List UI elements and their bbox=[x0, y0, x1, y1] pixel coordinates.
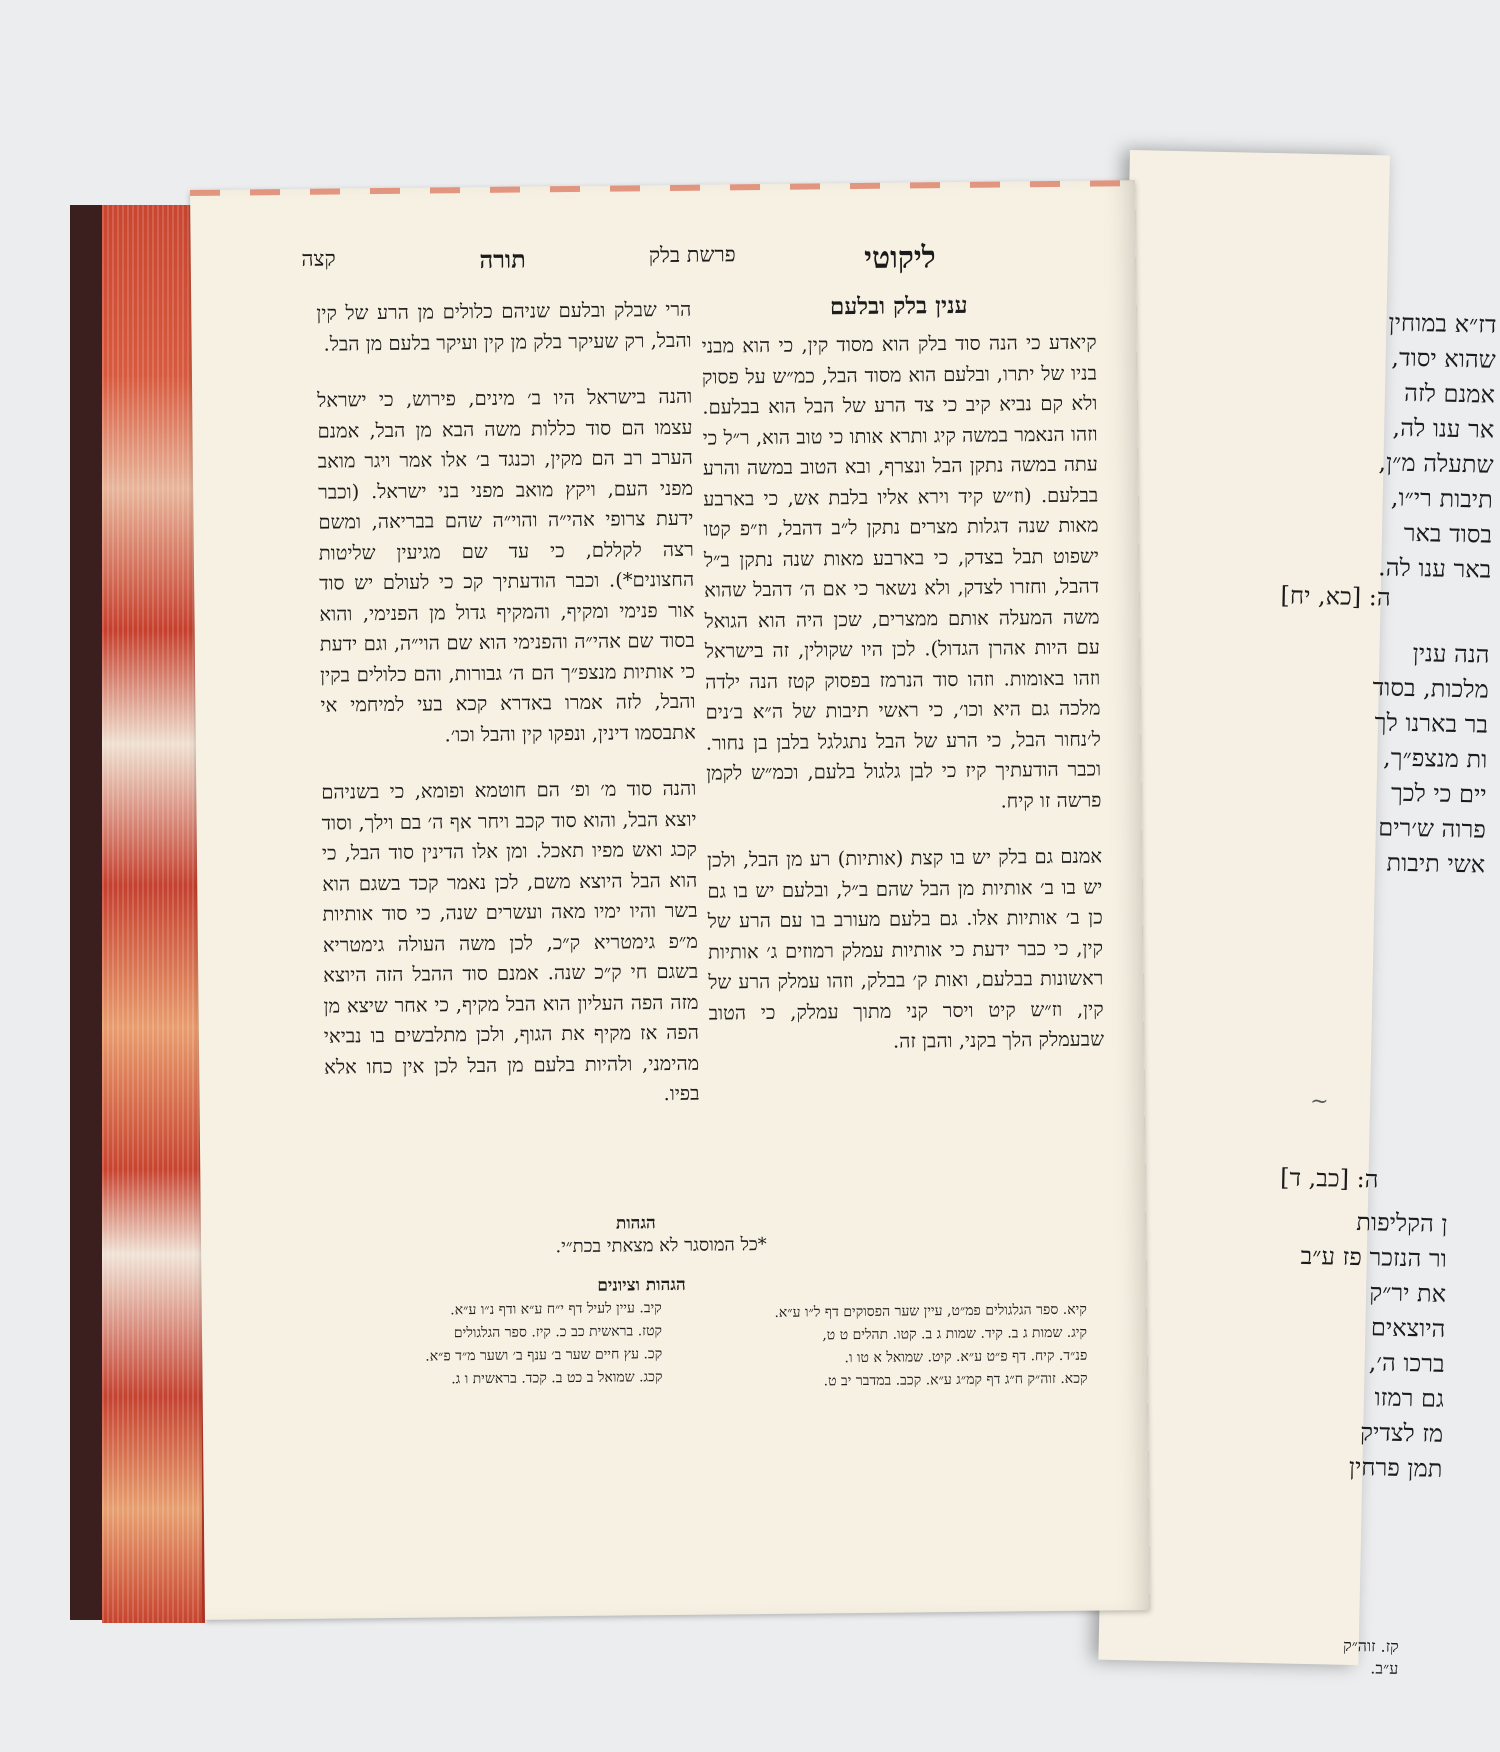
reference-line: קיג. שמות ג ב. קיד. שמות ג ב. קטו. תהלים ט ט, bbox=[822, 1324, 1088, 1344]
reference-line: קכג. שמואל ב כט ב. קכד. בראשית ו ג. bbox=[451, 1369, 663, 1388]
facing-line: ות מנצפ״ך, bbox=[1382, 743, 1488, 774]
facing-line: שתעלה מ״ן, bbox=[1378, 448, 1494, 479]
facing-footnote-line: קז. זוה״ק bbox=[1342, 1635, 1399, 1656]
paragraph: אמנם גם בלק יש בו קצת (אותיות) רע מן הבל, ולכן יש בו ב׳ אותיות מן הבל שהם ב״ל, ובלעם יש בו גם כן ב׳ אותיות אלו. גם בלעם מעורב בו עם הרע של קין, כי כבר ידעת כי אותיות עמלק רמוזים ג׳ אותיות ראשונות בבלעם, ואות ק׳ בבלק, וזהו עמלק הרע של קין, וז״ש קיט ויסר קני מתוך עמלק, כי הטוב שבעמלק הלך בקני, והבן זה. bbox=[706, 844, 1105, 1053]
facing-line: דז״א במוחין bbox=[1388, 308, 1497, 339]
facing-line: באר ענו לה. bbox=[1377, 553, 1492, 584]
running-head-title: ליקוטי bbox=[863, 240, 936, 276]
facing-line: בסוד באר bbox=[1403, 518, 1493, 549]
facing-line: אר ענו לה, bbox=[1392, 413, 1495, 444]
facing-page-text-top bbox=[1221, 302, 1497, 588]
paragraph: והנה סוד מ׳ ופ׳ הם חוטמא ופומא, כי בשניהם יוצא הבל, והוא סוד קכב ויחר אף ה׳ בם וילך, וסוד קכג ואש מפיו תאכל. ומן אלו הדינין סוד הבל, כי הוא הבל היוצא משם, לכן נאמר קכד בשגם הוא בשר והיו ימיו מאה ועשרים שנה, כי סוד אותיות מ״פ גימטריא ק״כ, לכן משה העולה גימטריא בשגם חי ק״כ שנה. אמנם סוד ההבל הזה היוצא מזה הפה העליון הוא הבל מקיף, כי אחר שיצא מן הפה אז מקיף את הגוף, ולכן מתלבשים בו נביאי מהימני, ולהיות בלעם מן הבל לכן אין כחו אלא בפיו. bbox=[321, 776, 700, 1106]
facing-line: בר בארנו לך bbox=[1374, 708, 1489, 739]
facing-line: גם רמזו bbox=[1374, 1383, 1445, 1413]
running-head-parsha: פרשת בלק bbox=[648, 242, 736, 268]
ornament: ~ bbox=[1309, 1088, 1329, 1115]
facing-heading: ה: [כב, ד] bbox=[1279, 1163, 1379, 1194]
facing-line: פרוה ש׳רים bbox=[1378, 813, 1487, 844]
reference-line: קיא. ספר הגלגולים פמ״ט, עיין שער הפסוקים דף ל״ו ע״א. bbox=[774, 1301, 1087, 1321]
reference-line: קיב. עיין לעיל דף י״ח ע״א ודף נ״ו ע״א. bbox=[450, 1300, 662, 1319]
paragraph: הרי שבלק ובלעם שניהם כלולים מן הרע של קין והבל, רק שעיקר בלק מן קין ועיקר בלעם מן הבל. bbox=[316, 297, 692, 356]
facing-line: ברכו ה׳, bbox=[1368, 1348, 1445, 1378]
text-column-right bbox=[701, 291, 1104, 1086]
notes-text: *כל המוסגר לא מצאתי בכת״י. bbox=[555, 1234, 767, 1258]
facing-line: אמנם לזה bbox=[1403, 378, 1496, 409]
facing-line: תיבות רי״ו, bbox=[1390, 483, 1494, 514]
page-edges bbox=[102, 205, 205, 1623]
facing-line: מז לצדיק bbox=[1359, 1418, 1444, 1448]
facing-line: ור הנזכר פז ע״ב bbox=[1300, 1241, 1448, 1273]
facing-line: מלכות, בסוד bbox=[1372, 673, 1490, 704]
facing-line: יים כי לכך bbox=[1390, 778, 1487, 809]
facing-footnote bbox=[1198, 1632, 1399, 1680]
references-right bbox=[662, 1299, 1088, 1395]
facing-page-text-mid bbox=[1215, 632, 1490, 883]
reference-line: קכ. עץ חיים שער ב׳ ענף ב׳ ושער מ״ד פ״א. bbox=[425, 1346, 663, 1365]
facing-line: ן הקליפות bbox=[1356, 1207, 1448, 1238]
running-head-torah: תורה bbox=[479, 244, 526, 274]
references-header: הגהות וציונים bbox=[597, 1274, 686, 1296]
facing-footnote-line: ע״ב. bbox=[1370, 1658, 1399, 1678]
page-number: קצה bbox=[301, 246, 336, 271]
paragraph: והנה בישראל היו ב׳ מינים, פירוש, כי ישראל עצמו הם סוד כללות משה הבא מן הבל, אמנם הערב רב הם מקין, וכנגד ב׳ אלו אמר ויגר מואב מפני העם, ויקץ מואב מפני בני ישראל. (וכבר ידעת צרופי אהי״ה והוי״ה שהם בבריאה, ומשם רצה לקללם, כי עד שם מגיעין שליטות החצונים*). וכבר הודעתיך קכ כי לעולם יש סוד אור פנימי ומקיף, והמקיף גדול מן הפנימי, והוא בסוד שם אהי״ה והפנימי הוא שם הוי״ה, וגם ידעת כי אותיות מנצפ״ך הם ה׳ גבורות, והם כלולים בקין והבל, לזה אמרו באדרא קכא בעי למיחמי אי אתבסמו דינין, ונפקו קין והבל וכו׳. bbox=[317, 384, 696, 746]
paragraph: קיאדע כי הנה סוד בלק הוא מסוד קין, כי הוא מבני בניו של יתרו, ובלעם הוא מסוד הבל, כמ״ש על פסוק ולא קם נביא קיב כי צד הרע של הבל הוא בבלעם. וזהו הנאמר במשה קיג ותרא אותו כי טוב הוא, ר״ל כי עתה במשה נתקן הבל ונצרף, ובא הטוב במשה והרע בבלעם. (וז״ש קיד וירא אליו בלבת אש, כי בארבע מאות שנה דגלות מצרים נתקן ל״ב דהבל, וז״פ קטו ישפוט תבל בצדק, כי בארבע מאות שנה נתקן ב״ל דהבל, וחזרו לצדק, ולא נשאר כי אם ה׳ דהבל שהוא משה המעלה אותם ממצרים, שכן היה הוא הגואל עם היות אהרן הגדול). לכן היו שקולין, זה בישראל וזהו באומות. וזהו סוד הנרמז בפסוק קטז הנה ילדה מלכה גם היא וכו׳, כי ראשי תיבות של ה״א ב׳נים ל׳נחור הבל, כי הרע של הבל נתגלגל בלבן בן נחור. וכבר הודעתיך קיז כי לבן גלגול בלעם, וכמ״ש לקמן פרשה זו קיח. bbox=[701, 330, 1102, 813]
book-page bbox=[190, 180, 1150, 1620]
reference-line: קטז. בראשית כב כ. קיז. ספר הגלגולים bbox=[453, 1323, 663, 1342]
notes-header: הגהות bbox=[615, 1213, 656, 1234]
facing-line: אשי תיבות bbox=[1386, 848, 1486, 879]
facing-line: היוצאים bbox=[1370, 1313, 1446, 1343]
facing-page-text-bottom bbox=[1162, 1201, 1448, 1487]
facing-heading: ה: [כא, יח] bbox=[1280, 581, 1391, 612]
facing-line: שהוא יסוד, bbox=[1391, 343, 1496, 374]
facing-line: הנה ענין bbox=[1412, 639, 1490, 669]
text-column-left bbox=[316, 295, 700, 1139]
facing-line: תמן פרחין bbox=[1348, 1452, 1443, 1483]
section-heading: ענין בלק ובלעם bbox=[829, 291, 968, 321]
references-left bbox=[292, 1297, 663, 1393]
facing-line: את יר״ק bbox=[1369, 1278, 1447, 1308]
reference-line: קכא. זוה״ק ח״ג דף קמ״ג ע״א. קכב. במדבר יב ט. bbox=[823, 1370, 1088, 1390]
reference-line: פנ״ד. קיח. דף פ״ט ע״א. קיט. שמואל א טו ו. bbox=[844, 1347, 1088, 1367]
